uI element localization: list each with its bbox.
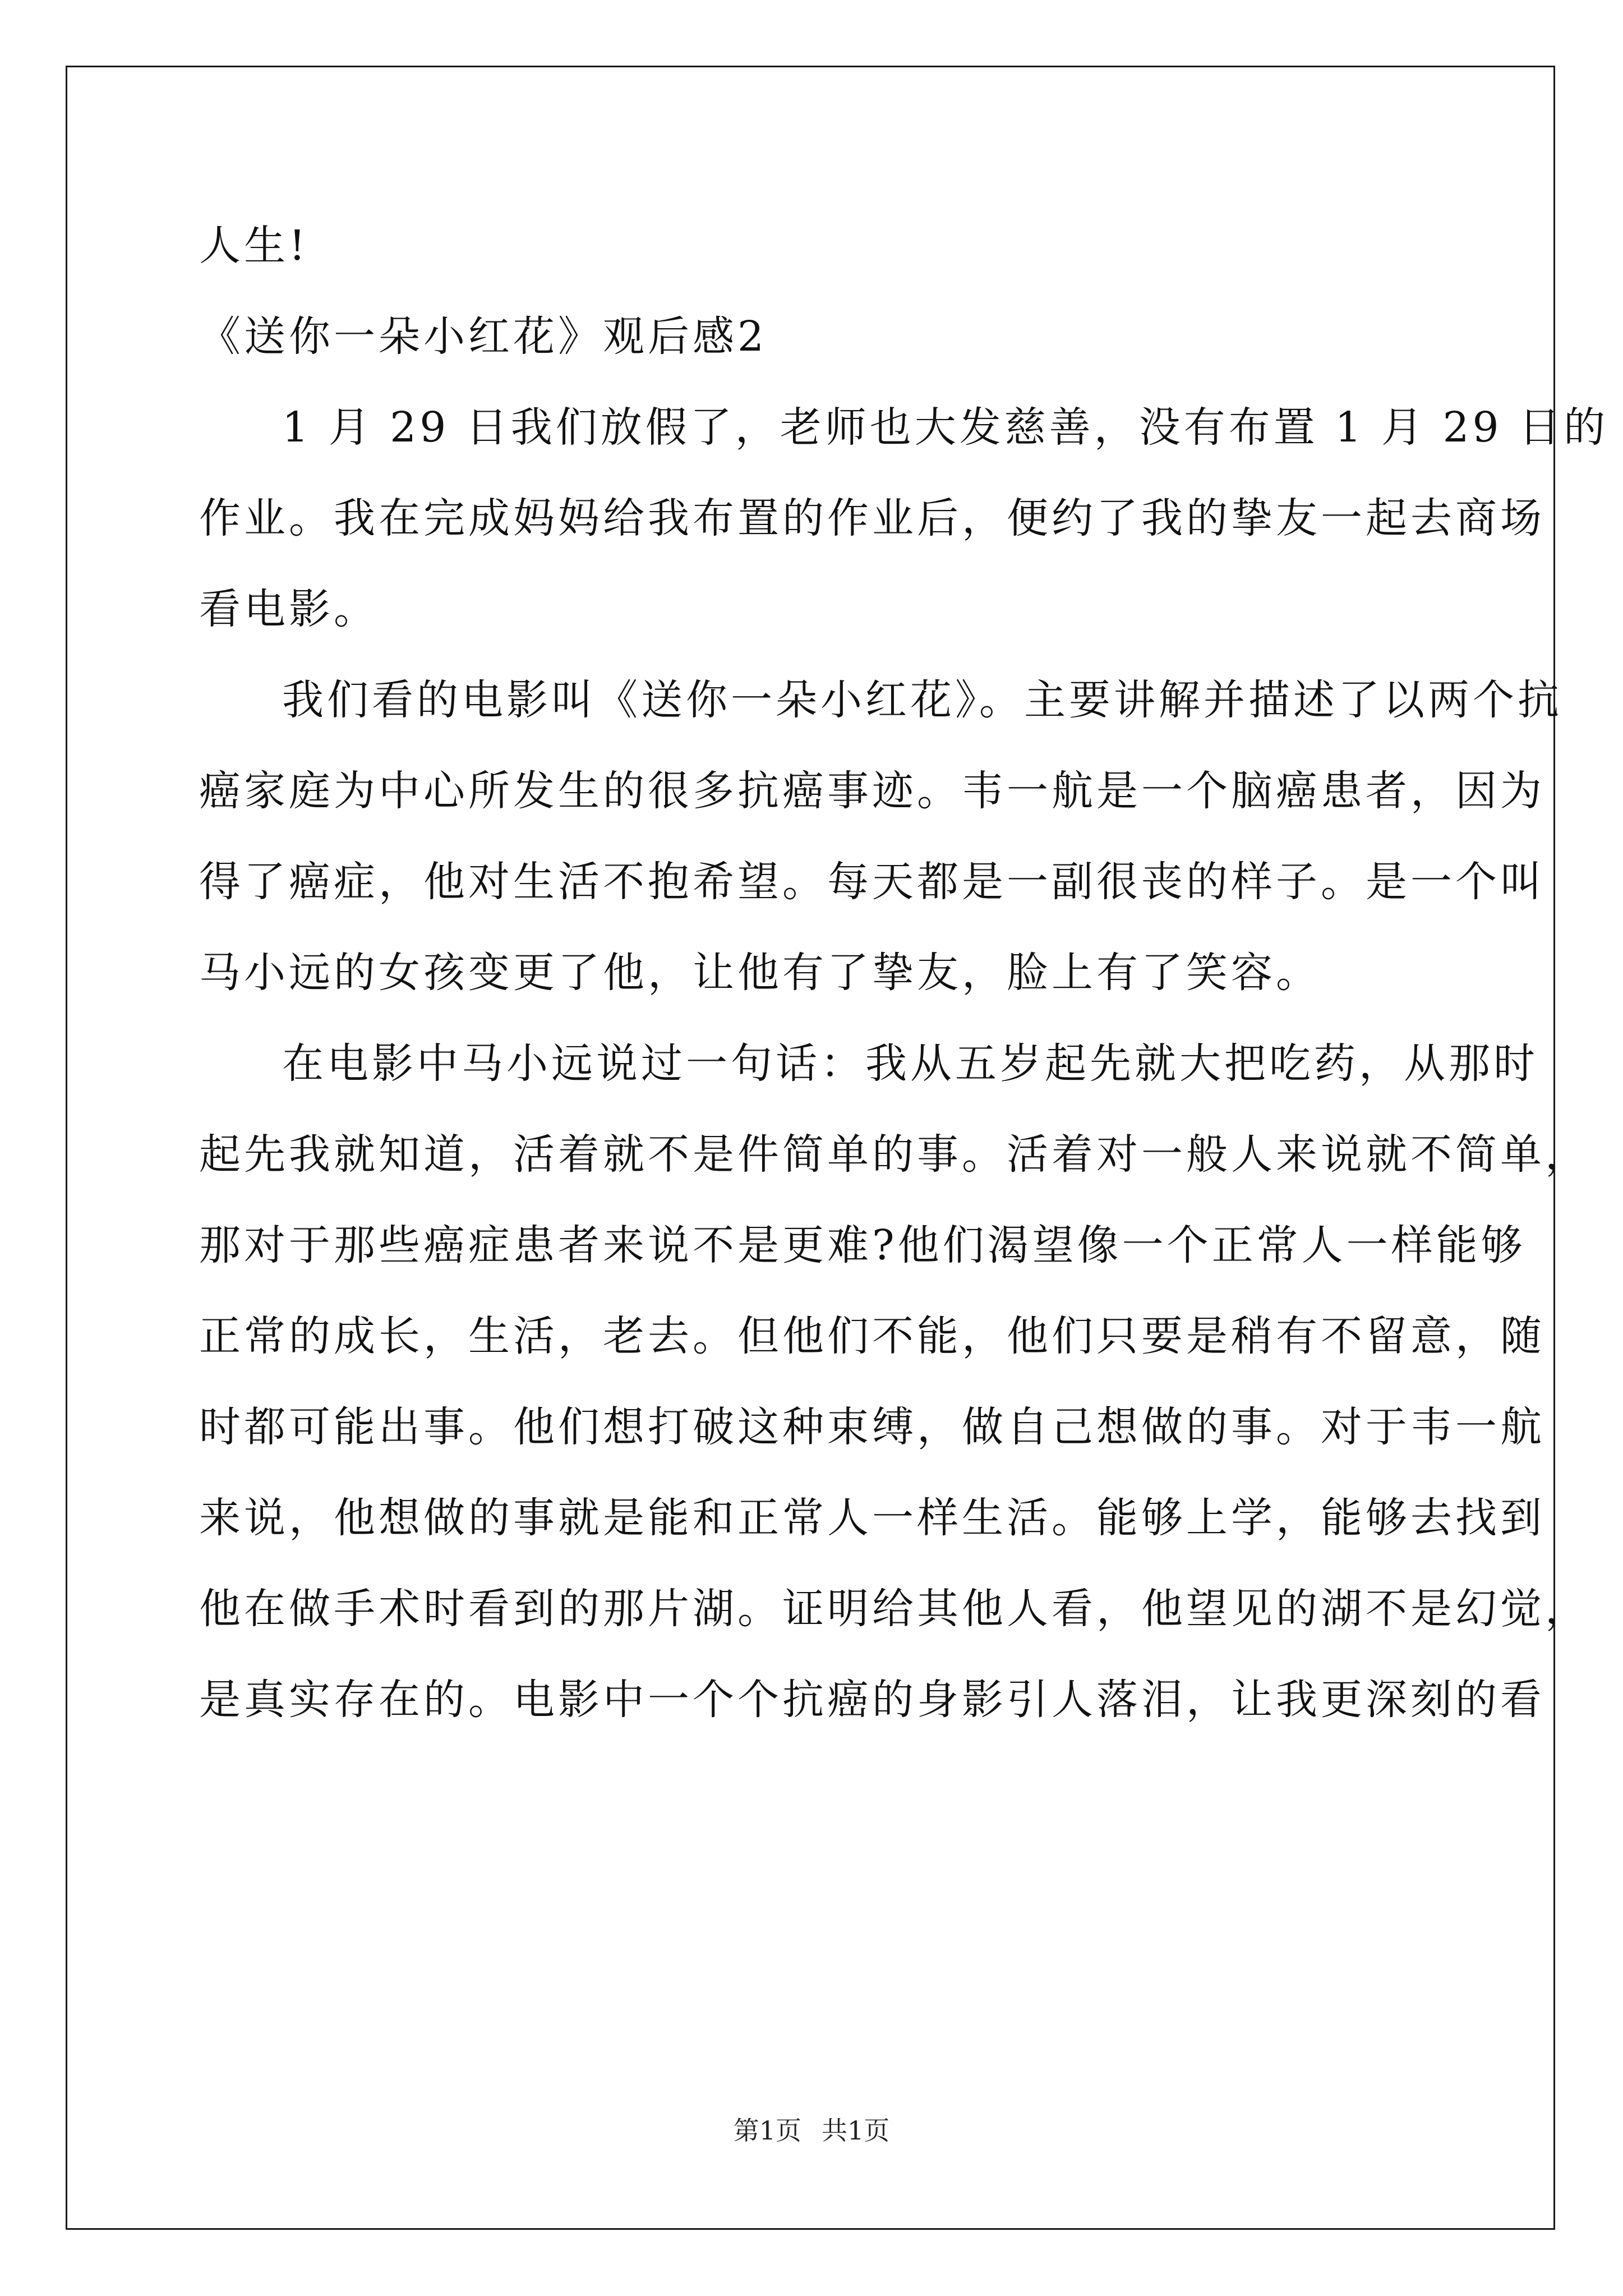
text-line: 看电影。 (199, 585, 379, 633)
text-line: 在电影中马小远说过一句话：我从五岁起先就大把吃药，从那时 (282, 1039, 1538, 1088)
text-line: 那对于那些癌症患者来说不是更难?他们渴望像一个正常人一样能够 (199, 1221, 1526, 1269)
text-line: 正常的成长，生活，老去。但他们不能，他们只要是稍有不留意，随 (199, 1312, 1545, 1360)
text-line: 他在做手术时看到的那片湖。证明给其他人看，他望见的湖不是幻觉， (199, 1585, 1590, 1633)
text-line: 时都可能出事。他们想打破这种束缚，做自己想做的事。对于韦一航 (199, 1403, 1545, 1451)
text-line: 我们看的电影叫《送你一朵小红花》。主要讲解并描述了以两个抗 (282, 676, 1562, 724)
text-line: 人生! (199, 222, 309, 270)
text-line: 作业。我在完成妈妈给我布置的作业后，便约了我的挚友一起去商场 (199, 494, 1545, 542)
page-number: 第1页 (733, 2115, 801, 2146)
text-line: 癌家庭为中心所发生的很多抗癌事迹。韦一航是一个脑癌患者，因为 (199, 767, 1545, 815)
page-footer (0, 2114, 1623, 2147)
text-line: 起先我就知道，活着就不是件简单的事。活着对一般人来说就不简单， (199, 1130, 1590, 1179)
text-line: 马小远的女孩变更了他，让他有了挚友，脸上有了笑容。 (199, 949, 1321, 997)
page-total: 共1页 (822, 2115, 890, 2146)
section-title: 《送你一朵小红花》观后感2 (199, 312, 768, 361)
text-line: 是真实存在的。电影中一个个抗癌的身影引人落泪，让我更深刻的看 (199, 1676, 1545, 1724)
text-line: 来说，他想做的事就是能和正常人一样生活。能够上学，能够去找到 (199, 1494, 1545, 1542)
text-line: 1 月 29 日我们放假了，老师也大发慈善，没有布置 1 月 29 日的 (282, 403, 1609, 452)
text-line: 得了癌症，他对生活不抱希望。每天都是一副很丧的样子。是一个叫 (199, 858, 1545, 906)
document-body (199, 218, 1609, 1728)
